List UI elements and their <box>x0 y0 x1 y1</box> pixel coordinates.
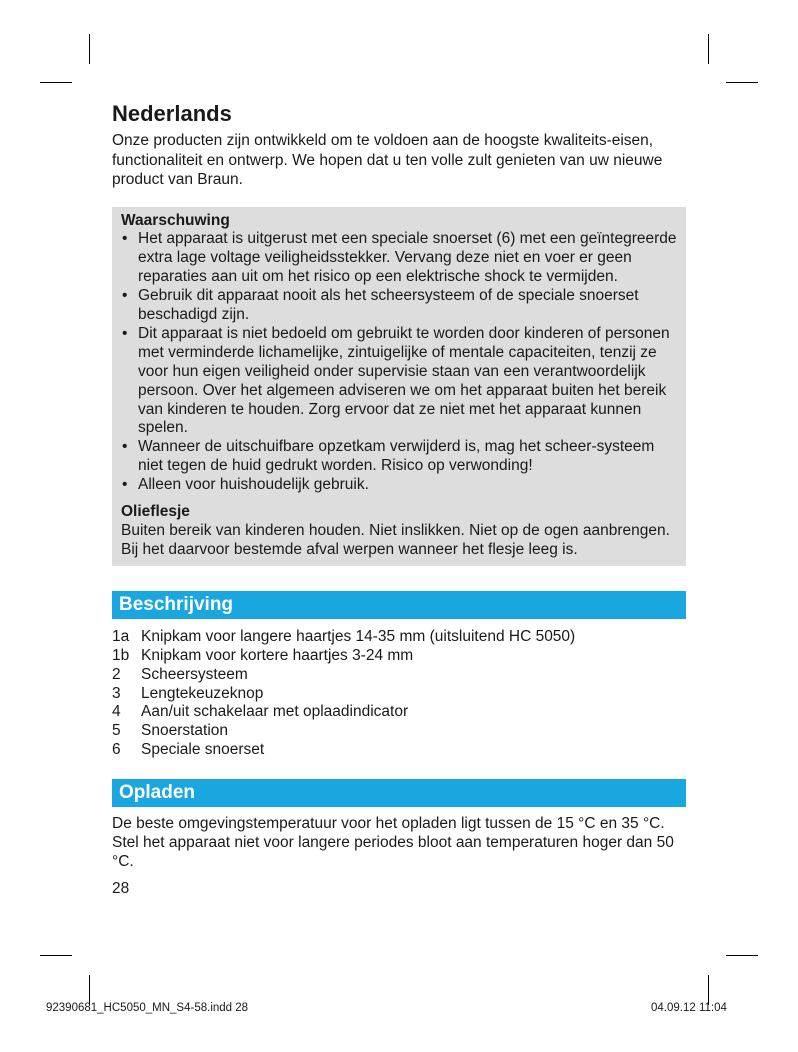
crop-mark <box>40 955 72 956</box>
crop-mark <box>708 34 709 64</box>
part-label: Speciale snoerset <box>141 741 265 759</box>
bullet-icon: • <box>122 287 128 305</box>
parts-list <box>112 628 686 760</box>
crop-mark <box>726 955 758 956</box>
oil-heading: Olieflesje <box>121 503 190 521</box>
warning-item <box>121 438 678 476</box>
crop-mark <box>89 34 90 64</box>
warning-item <box>121 230 678 287</box>
charging-section-header: Opladen <box>112 779 686 807</box>
oil-text: Buiten bereik van kinderen houden. Niet inslikken. Niet op de ogen aanbrengen. Bij het daarvoor bestemde afval werpen wanneer het flesje leeg is. <box>121 522 670 558</box>
part-number: 3 <box>112 684 121 702</box>
bullet-icon: • <box>122 476 128 494</box>
part-label: Snoerstation <box>141 722 229 740</box>
warning-list <box>121 230 678 495</box>
crop-mark <box>40 82 72 83</box>
part-number: 5 <box>112 722 121 740</box>
part-number: 2 <box>112 665 121 683</box>
list-item <box>112 628 686 647</box>
warning-item-text: Gebruik dit apparaat nooit als het scheersysteem of de speciale snoerset beschadigd zijn. <box>138 287 639 324</box>
bullet-icon: • <box>122 438 128 456</box>
warning-item <box>121 476 678 495</box>
warning-heading: Waarschuwing <box>121 211 230 229</box>
charging-text: De beste omgevingstemperatuur voor het opladen ligt tussen de 15 °C en 35 °C. Stel het apparaat niet voor langere periodes bloot aan temperaturen hoger dan 50 °C. <box>112 815 674 871</box>
warning-item-text: Het apparaat is uitgerust met een speciale snoerset (6) met een geïntegreerde extra lage voltage veiligheidsstekker. Vervang deze niet en voer er geen reparaties aan uit om het risico op een elektrische shock te vermijden. <box>138 230 677 286</box>
warning-item-text: Alleen voor huishoudelijk gebruik. <box>138 476 369 494</box>
warning-item <box>121 287 678 325</box>
crop-mark <box>708 975 709 1005</box>
page-content <box>112 100 686 898</box>
part-number: 6 <box>112 741 121 759</box>
list-item <box>112 666 686 685</box>
part-number: 4 <box>112 703 121 721</box>
list-item <box>112 741 686 760</box>
footer-file-info: 92390681_HC5050_MN_S4-58.indd 28 <box>46 1002 249 1014</box>
part-label: Scheersysteem <box>141 665 248 683</box>
part-number: 1a <box>112 627 130 645</box>
warning-item-text: Wanneer de uitschuifbare opzetkam verwijderd is, mag het scheer-systeem niet tegen de huid gedrukt worden. Risico op verwonding! <box>138 438 655 475</box>
part-label: Knipkam voor langere haartjes 14-35 mm (uitsluitend HC 5050) <box>141 627 576 645</box>
part-number: 1b <box>112 646 130 664</box>
page-title: Nederlands <box>112 101 232 126</box>
crop-mark <box>726 82 758 83</box>
warning-item-text: Dit apparaat is niet bedoeld om gebruikt te worden door kinderen of personen met verminderde lichamelijke, zintuigelijke of mentale capaciteiten, tenzij ze voor hun eigen veiligheid onder supervisie staan van een verantwoordelijk persoon. Over het algemeen adviseren we om het apparaat buiten het bereik van kinderen te houden. Zorg ervoor dat ze niet met het apparaat kunnen spelen. <box>138 324 670 437</box>
intro-paragraph: Onze producten zijn ontwikkeld om te voldoen aan de hoogste kwaliteits-eisen, functionaliteit en ontwerp. We hopen dat u ten volle zult genieten van uw nieuwe product van Braun. <box>112 132 663 188</box>
list-item <box>112 722 686 741</box>
warning-box <box>112 207 686 566</box>
bullet-icon: • <box>122 230 128 248</box>
list-item <box>112 703 686 722</box>
part-label: Aan/uit schakelaar met oplaadindicator <box>141 703 409 721</box>
warning-item <box>121 325 678 438</box>
page-number: 28 <box>112 880 130 898</box>
part-label: Lengtekeuzeknop <box>141 684 264 702</box>
list-item <box>112 685 686 704</box>
bullet-icon: • <box>122 324 128 342</box>
oil-section <box>121 503 678 560</box>
footer-date: 04.09.12 11:04 <box>651 1002 727 1014</box>
list-item <box>112 647 686 666</box>
part-label: Knipkam voor kortere haartjes 3-24 mm <box>141 646 414 664</box>
crop-mark <box>89 975 90 1005</box>
description-section-header: Beschrijving <box>112 591 686 619</box>
